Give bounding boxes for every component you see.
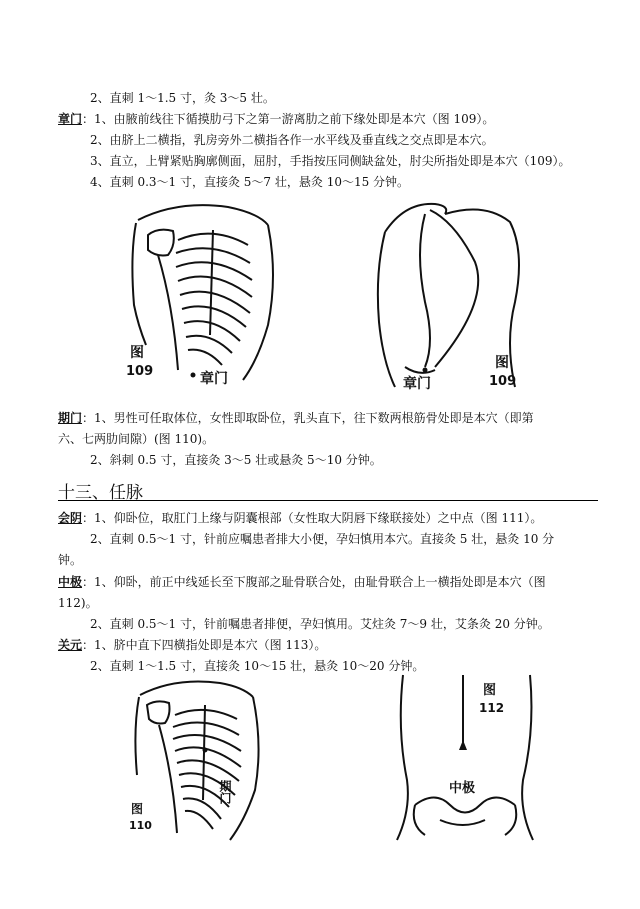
figure-109-arm xyxy=(365,192,535,392)
guanyuan-method-2: 2、直刺 1～1.5 寸，直接灸 10～15 壮，悬灸 10～20 分钟。 xyxy=(90,659,425,673)
guanyuan-method-1-text: ：1、脐中直下四横指处即是本穴（图 113）。 xyxy=(82,638,327,652)
huiyin-term: 会阴 xyxy=(58,511,83,525)
zhangmen-method-1-text: ：1、由腋前线往下循摸肋弓下之第一游离肋之前下缘处即是本穴（图 109）。 xyxy=(82,112,495,126)
figure-109-ribcage xyxy=(118,195,288,390)
figure-112-point-label: 中极 xyxy=(449,781,476,796)
section-heading-renmai: 十三、任脉 xyxy=(58,483,143,503)
huiyin-method-2: 2、直刺 0.5～1 寸，针前应嘱患者排大小便，孕妇慎用本穴。直接灸 5 壮，悬灸 10 分 xyxy=(90,532,555,546)
zhangmen-point-marker-2 xyxy=(423,368,428,373)
qimen-method-1 xyxy=(58,410,534,426)
figure-110-point-label: 期门 xyxy=(218,780,232,804)
zhongji-term: 中极 xyxy=(58,575,83,589)
qimen-term: 期门 xyxy=(58,411,83,425)
figure-110-ribcage xyxy=(125,675,265,845)
huiyin-method-1-text: ：1、仰卧位，取肛门上缘与阴囊根部（女性取大阴唇下缘联接处）之中点（图 111）。 xyxy=(82,511,543,525)
figure-109b-tu-label: 图 xyxy=(495,355,509,371)
figure-112-abdomen xyxy=(385,670,545,850)
figure-112-tu-label: 图 xyxy=(483,683,497,698)
zhongji-method-2: 2、直刺 0.5～1 寸，针前嘱患者排便，孕妇慎用。艾炷灸 7～9 壮，艾条灸 20 分钟。 xyxy=(90,617,550,631)
zhangmen-method-3: 3、直立，上臂紧贴胸廓侧面，屈肘，手指按压同侧缺盆处，肘尖所指处即是本穴（109）。 xyxy=(90,154,571,168)
figure-109b-number-label: 109 xyxy=(489,374,517,389)
zhongji-arrow-icon xyxy=(459,740,467,750)
zhangmen-term: 章门 xyxy=(58,112,83,126)
zhangmen-method-4: 4、直刺 0.3～1 寸，直接灸 5～7 壮，悬灸 10～15 分钟。 xyxy=(90,175,410,189)
qimen-method-2: 2、斜刺 0.5 寸，直接灸 3～5 壮或悬灸 5～10 分钟。 xyxy=(90,453,382,467)
figure-110-tu-label: 图 xyxy=(131,802,144,816)
zhongji-method-1 xyxy=(58,574,546,590)
qimen-point-marker xyxy=(203,748,208,753)
figure-109b-point-label: 章门 xyxy=(403,376,431,392)
guanyuan-method-1 xyxy=(58,637,326,653)
zhangmen-method-2: 2、由脐上二横指，乳房旁外二横指各作一水平线及垂直线之交点即是本穴。 xyxy=(90,133,494,147)
figure-109-point-label: 章门 xyxy=(200,371,228,387)
qimen-method-1-text: ：1、男性可任取体位，女性即取卧位，乳头直下，往下数两根筋骨处即是本穴（即第 xyxy=(82,411,534,425)
huiyin-method-2-cont: 钟。 xyxy=(58,553,83,567)
figure-110-number-label: 110 xyxy=(129,819,152,832)
figure-109-tu-label: 图 xyxy=(130,345,144,361)
zhongji-method-1-cont: 112)。 xyxy=(58,596,98,610)
zhangmen-continued-line: 2、直刺 1～1.5 寸，灸 3～5 壮。 xyxy=(90,91,275,105)
guanyuan-term: 关元 xyxy=(58,638,83,652)
zhangmen-point-marker xyxy=(191,373,196,378)
figure-109-number-label: 109 xyxy=(126,364,154,379)
zhongji-method-1-text: ：1、仰卧，前正中线延长至下腹部之耻骨联合处，由耻骨联合上一横指处即是本穴（图 xyxy=(82,575,546,589)
figure-112-number-label: 112 xyxy=(479,701,505,715)
section-divider xyxy=(58,500,598,501)
huiyin-method-1 xyxy=(58,510,542,526)
zhangmen-method-1 xyxy=(58,111,494,127)
qimen-method-1-cont: 六、七两肋间隙）(图 110)。 xyxy=(58,432,215,446)
